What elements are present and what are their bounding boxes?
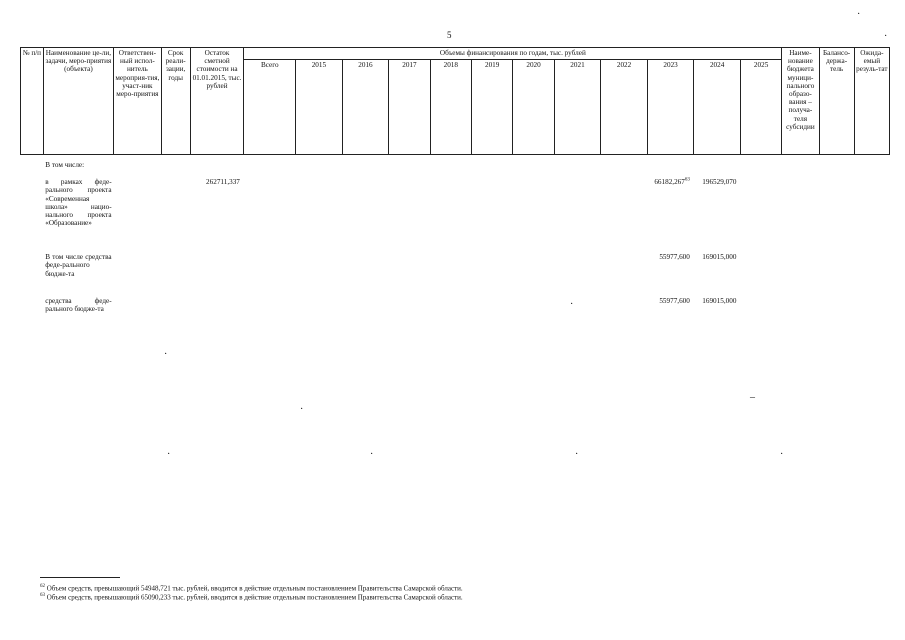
scan-speck: · (300, 404, 304, 415)
row-2023-value (647, 170, 694, 252)
row-label: В том числе: (45, 161, 85, 169)
col-header-year: 2020 (513, 60, 554, 155)
row-2024-value: 169015,000 (702, 253, 737, 262)
col-header-year: 2017 (389, 60, 430, 155)
row-2024-value: 196529,070 (702, 178, 737, 187)
col-header-year: 2025 (740, 60, 781, 155)
row-total-value: 262711,337 (206, 178, 240, 187)
col-header-funding-group: Объемы финансирования по годам, тыс. рублей (244, 48, 782, 60)
col-header-year: 2022 (601, 60, 648, 155)
col-header-year: 2019 (471, 60, 512, 155)
footnote-number: 63 (40, 593, 45, 598)
col-header-year: 2021 (554, 60, 601, 155)
col-header-holder: Балансо-держа-тель (819, 48, 854, 155)
footnote (40, 592, 463, 601)
table-row (21, 155, 890, 171)
scan-speck: · (884, 31, 888, 42)
scan-speck: · (575, 449, 579, 460)
col-header-responsible: Ответствен-ный испол-нитель мероприя-тия, участ-ник меро-приятия (114, 48, 162, 155)
scan-speck: · (167, 449, 171, 460)
row-2023-amount: 66182,267 (654, 178, 685, 187)
col-header-term: Срок реали-зации, годы (161, 48, 190, 155)
row-label: В том числе средства феде-рального бюдже-та (45, 253, 112, 278)
col-header-balance: Остаток сметной стоимости на 01.01.2015, тыс. рублей (190, 48, 244, 155)
footnote-text: Объем средств, превышающий 65090,233 тыс. рублей, вводится в действие отдельным постановлением Правительства Самарской области. (46, 593, 463, 602)
col-header-name: Наименование це-ли, задачи, меро-приятия (объекта) (43, 48, 113, 155)
row-label: в рамках феде-рального проекта «Современная школа» нацио-нального проекта «Образование» (45, 178, 112, 228)
row-2024-value: 169015,000 (702, 297, 737, 306)
scan-speck: · (857, 9, 861, 20)
col-header-year: 2016 (342, 60, 389, 155)
table-row (21, 296, 890, 330)
scan-speck: · (370, 449, 374, 460)
col-header-no: № п/п (21, 48, 44, 155)
row-2023-value: 55977,600 (659, 253, 690, 262)
footnote-number: 62 (40, 584, 45, 589)
col-header-year: 2018 (430, 60, 471, 155)
footnote-divider (40, 577, 120, 578)
footnote-text: Объем средств, превышающий 54948,721 тыс. рублей, вводится в действие отдельным постановлением Правительства Самарской области. (46, 584, 463, 593)
scan-speck: · (780, 449, 784, 460)
col-header-result: Ожида-емый резуль-тат (854, 48, 889, 155)
table-row (21, 252, 890, 296)
col-header-total: Всего (244, 60, 296, 155)
col-header-year: 2015 (296, 60, 343, 155)
scan-speck: · (164, 349, 168, 360)
scan-speck: – (750, 392, 755, 403)
page-number: 5 (447, 30, 452, 40)
row-2023-value: 55977,600 (659, 297, 690, 306)
header-row (21, 48, 890, 60)
footnote (40, 583, 463, 592)
row-label: средства феде-рального бюдже-та (45, 297, 112, 314)
col-header-municipality: Наиме-нование бюджета муници-пального образо-вания – получа-теля субсидии (782, 48, 819, 155)
footnote-ref: 63 (684, 177, 690, 183)
col-header-year: 2024 (694, 60, 741, 155)
table-row (21, 170, 890, 252)
budget-table (20, 47, 890, 330)
scan-speck: · (570, 299, 574, 310)
col-header-year: 2023 (647, 60, 694, 155)
